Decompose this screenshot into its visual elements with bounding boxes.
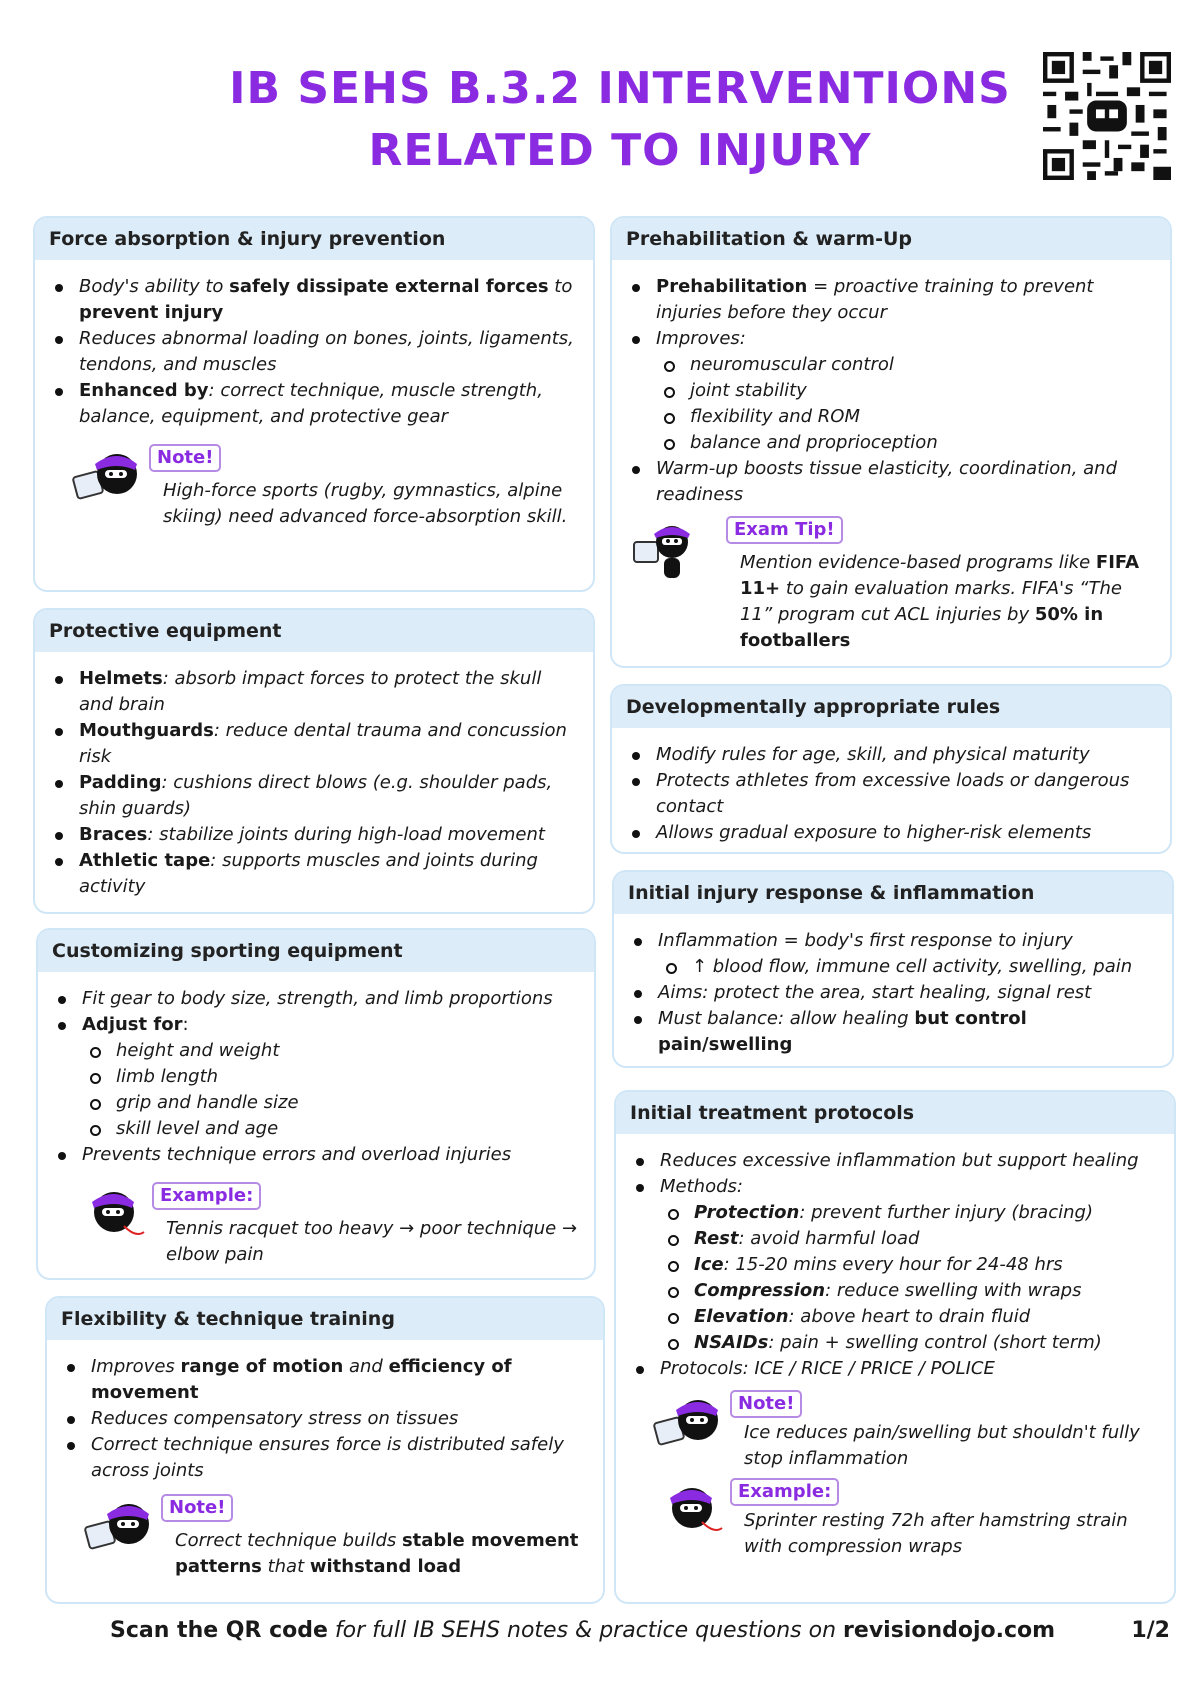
ninja-mascot-icon xyxy=(74,1182,150,1252)
list-item: Warm-up boosts tissue elasticity, coordination, and readiness xyxy=(628,456,1154,508)
ninja-mascot-icon xyxy=(83,1494,159,1564)
note-callout xyxy=(51,444,577,540)
footer-text: for full IB SEHS notes & practice questions on xyxy=(327,1618,844,1643)
title-line-2: RELATED TO INJURY xyxy=(368,125,872,176)
card-title: Initial injury response & inflammation xyxy=(614,872,1172,914)
example-tag: Example: xyxy=(152,1182,261,1210)
card-title: Force absorption & injury prevention xyxy=(35,218,593,260)
list-item: Allows gradual exposure to higher-risk elements xyxy=(628,820,1154,846)
list-item: Aims: protect the area, start healing, signal rest xyxy=(630,980,1156,1006)
example-tag: Example: xyxy=(730,1478,839,1506)
list-item: Padding: cushions direct blows (e.g. shoulder pads, shin guards) xyxy=(51,770,577,822)
footer-scan-label: Scan the QR code xyxy=(110,1618,328,1643)
sub-item: Protection: prevent further injury (bracing) xyxy=(660,1200,1158,1226)
list-item: Inflammation = body's first response to injury ↑ blood flow, immune cell activity, swelling, pain xyxy=(630,928,1156,980)
list-item: Braces: stabilize joints during high-load movement xyxy=(51,822,577,848)
exam-tip-text: Mention evidence-based programs like FIFA 11+ to gain evaluation marks. FIFA's “The 11” program cut ACL injuries by 50% in footballers xyxy=(740,552,1140,651)
card-title: Protective equipment xyxy=(35,610,593,652)
bullet-list xyxy=(632,1148,1158,1382)
ninja-mascot-icon xyxy=(71,444,147,514)
bullet-list xyxy=(630,928,1156,1058)
list-item: Enhanced by: correct technique, muscle strength, balance, equipment, and protective gear xyxy=(51,378,577,430)
note-text: High-force sports (rugby, gymnastics, alpine skiing) need advanced force-absorption skill. xyxy=(163,480,568,527)
sub-item: limb length xyxy=(82,1064,578,1090)
note-text: Ice reduces pain/swelling but shouldn't fully stop inflammation xyxy=(744,1422,1140,1469)
list-item: Reduces excessive inflammation but support healing xyxy=(632,1148,1158,1174)
list-item: Modify rules for age, skill, and physical maturity xyxy=(628,742,1154,768)
sub-item: NSAIDs: pain + swelling control (short term) xyxy=(660,1330,1158,1356)
list-item: Must balance: allow healing but control pain/swelling xyxy=(630,1006,1156,1058)
sub-item: neuromuscular control xyxy=(656,352,1154,378)
note-tag: Note! xyxy=(161,1494,233,1522)
note-text: Correct technique builds stable movement patterns that withstand load xyxy=(175,1530,579,1577)
example-callout xyxy=(54,1182,578,1268)
page-number: 1/2 xyxy=(1131,1618,1170,1643)
sub-list xyxy=(660,1200,1158,1356)
example-text: Tennis racquet too heavy → poor technique → elbow pain xyxy=(166,1218,578,1265)
sub-item: joint stability xyxy=(656,378,1154,404)
card-injury-response xyxy=(612,870,1174,1068)
list-item: Improves: neuromuscular control joint stability flexibility and ROM balance and proprioception xyxy=(628,326,1154,456)
card-title: Initial treatment protocols xyxy=(616,1092,1174,1134)
example-text: Sprinter resting 72h after hamstring strain with compression wraps xyxy=(744,1510,1128,1557)
ninja-mascot-icon xyxy=(632,516,698,586)
bullet-list xyxy=(54,986,578,1168)
sub-item: height and weight xyxy=(82,1038,578,1064)
page-title xyxy=(220,58,1020,182)
list-item: Prevents technique errors and overload injuries xyxy=(54,1142,578,1168)
list-item: Protects athletes from excessive loads or dangerous contact xyxy=(628,768,1154,820)
bullet-list xyxy=(628,274,1154,508)
exam-tip-tag: Exam Tip! xyxy=(726,516,843,544)
list-item: Mouthguards: reduce dental trauma and concussion risk xyxy=(51,718,577,770)
list-item: Reduces abnormal loading on bones, joints, ligaments, tendons, and muscles xyxy=(51,326,577,378)
sub-item: flexibility and ROM xyxy=(656,404,1154,430)
ninja-mascot-icon xyxy=(652,1390,728,1460)
sub-item: grip and handle size xyxy=(82,1090,578,1116)
bullet-list xyxy=(51,666,577,900)
card-title: Prehabilitation & warm-Up xyxy=(612,218,1170,260)
list-item: Athletic tape: supports muscles and joints during activity xyxy=(51,848,577,900)
card-treatment-protocols xyxy=(614,1090,1176,1604)
sub-list xyxy=(656,352,1154,456)
sub-item: Elevation: above heart to drain fluid xyxy=(660,1304,1158,1330)
note-tag: Note! xyxy=(149,444,221,472)
sub-item: Rest: avoid harmful load xyxy=(660,1226,1158,1252)
list-item: Fit gear to body size, strength, and limb proportions xyxy=(54,986,578,1012)
card-appropriate-rules xyxy=(610,684,1172,854)
list-item: Prehabilitation = proactive training to prevent injuries before they occur xyxy=(628,274,1154,326)
sub-item: Compression: reduce swelling with wraps xyxy=(660,1278,1158,1304)
note-callout xyxy=(632,1390,1158,1478)
list-item: Body's ability to safely dissipate external forces to prevent injury xyxy=(51,274,577,326)
list-item: Helmets: absorb impact forces to protect the skull and brain xyxy=(51,666,577,718)
title-line-1: IB SEHS B.3.2 INTERVENTIONS xyxy=(229,63,1011,114)
bullet-list xyxy=(628,742,1154,846)
list-item: Adjust for: height and weight limb length grip and handle size skill level and age xyxy=(54,1012,578,1142)
sub-item: balance and proprioception xyxy=(656,430,1154,456)
card-protective-equipment xyxy=(33,608,595,914)
footer-site-link[interactable]: revisiondojo.com xyxy=(843,1618,1056,1643)
card-title: Customizing sporting equipment xyxy=(38,930,594,972)
bullet-list xyxy=(63,1354,587,1484)
note-callout xyxy=(63,1494,587,1580)
sub-list xyxy=(82,1038,578,1142)
list-item: Protocols: ICE / RICE / PRICE / POLICE xyxy=(632,1356,1158,1382)
card-customizing-equipment xyxy=(36,928,596,1280)
list-item: Correct technique ensures force is distributed safely across joints xyxy=(63,1432,587,1484)
card-prehabilitation xyxy=(610,216,1172,668)
note-tag: Note! xyxy=(730,1390,802,1418)
sub-item: ↑ blood flow, immune cell activity, swelling, pain xyxy=(658,954,1156,980)
list-item: Methods: Protection: prevent further injury (bracing) Rest: avoid harmful load Ice: 15-20 mins every hour for 24-48 hrs Compression: reduce swelling with wraps Elevation: above heart to drain fluid NSAIDs: pain + swelling control (short term) xyxy=(632,1174,1158,1356)
example-callout xyxy=(632,1478,1158,1560)
bullet-list xyxy=(51,274,577,430)
exam-tip-callout xyxy=(628,516,1154,654)
sub-item: Ice: 15-20 mins every hour for 24-48 hrs xyxy=(660,1252,1158,1278)
sub-list xyxy=(658,954,1156,980)
footer xyxy=(110,1618,1170,1643)
ninja-mascot-icon xyxy=(652,1478,728,1548)
card-title: Developmentally appropriate rules xyxy=(612,686,1170,728)
list-item: Reduces compensatory stress on tissues xyxy=(63,1406,587,1432)
list-item: Improves range of motion and efficiency of movement xyxy=(63,1354,587,1406)
card-force-absorption xyxy=(33,216,595,592)
sub-item: skill level and age xyxy=(82,1116,578,1142)
card-title: Flexibility & technique training xyxy=(47,1298,603,1340)
qr-code-icon[interactable] xyxy=(1043,52,1171,180)
card-flexibility-technique xyxy=(45,1296,605,1604)
